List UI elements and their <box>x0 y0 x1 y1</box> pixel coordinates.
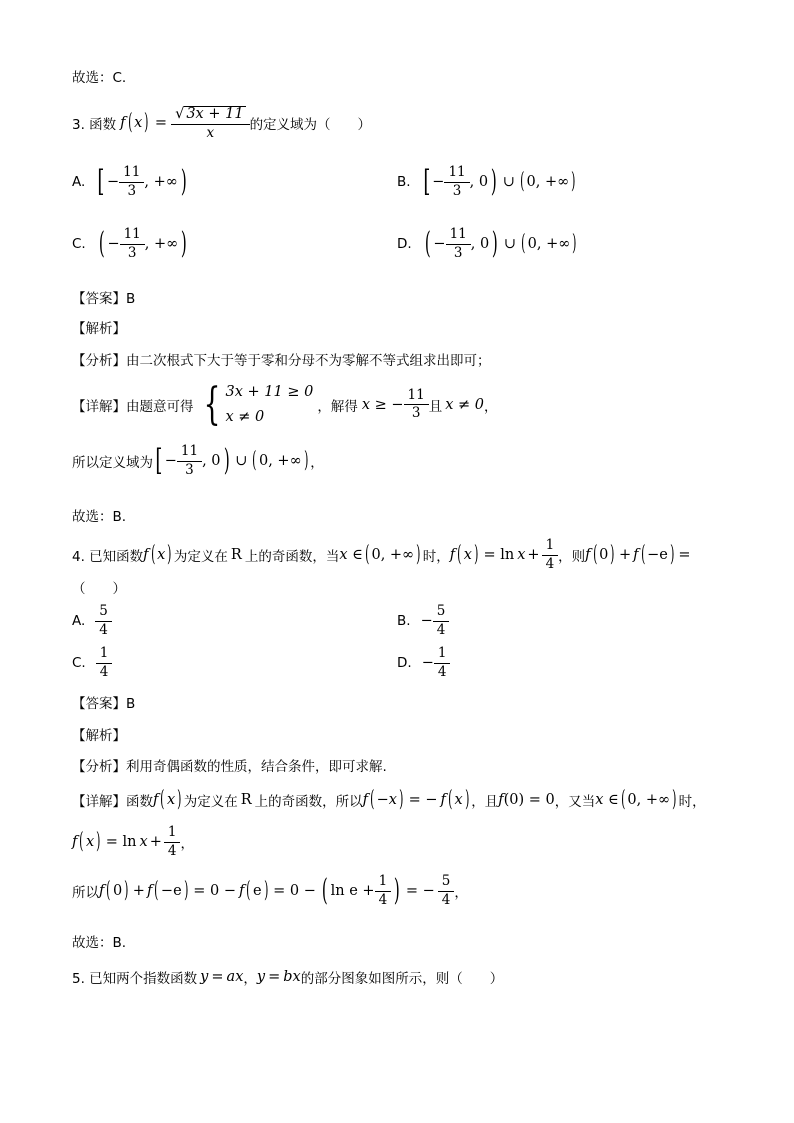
question-3-stem: 3. 函数 f ( x ) = √ 3x + 11 x 的定义域为（ ） <box>72 106 372 141</box>
answer-choice-line <box>72 66 126 86</box>
q4-option-d: D. − $\frac{1}{4}$ <box>397 647 450 679</box>
option-d: D. ( − $\frac{11}{3}$ , 0 ) ∪ ( 0, +∞ ) <box>397 226 577 261</box>
option-c-denominator: 3 <box>120 244 145 261</box>
union-symbol: ∪ <box>235 453 248 469</box>
union-symbol: ∪ <box>503 236 517 252</box>
q4-option-c-denominator: 4 <box>96 663 113 680</box>
answer-choice-line: 故选：B. <box>72 935 127 951</box>
analysis-summary: 【分析】由二次根式下大于等于零和分母不为零解不等式组求出即可； <box>72 353 491 369</box>
var-x: x <box>134 115 143 131</box>
question-4-number: 4. 已知函数 <box>72 549 144 565</box>
q4-detail-line: 【详解】函数 f ( x ) 为定义在 R 上的奇函数，所以 f ( − x ) = − f ( x ) ，且 f (0) = 0 ，又当 x ∈ ( 0, +∞ ) 时， <box>72 787 706 812</box>
option-d-tail: 0, +∞ <box>527 236 571 252</box>
answer-choice-line: 故选：B. <box>72 509 127 525</box>
option-d-numerator: 11 <box>449 226 467 242</box>
q4-option-b: B. − $\frac{5}{4}$ <box>397 605 449 637</box>
system-row-1: 3x + 11 ≥ 0 <box>225 384 314 400</box>
function-f: f <box>120 115 126 131</box>
q4-text: 时， <box>678 794 706 810</box>
option-b-rest: , 0 <box>469 174 489 190</box>
q4-option-c-label: C. <box>72 655 86 671</box>
domain-line: 所以定义域为 [ − $\frac{11}{3}$ , 0 ) ∪ ( 0, +∞ ) ， <box>72 443 324 478</box>
not-equal: x ≠ 0 <box>445 396 484 413</box>
option-a-label: A. <box>72 174 86 190</box>
system-row-2: x ≠ 0 <box>225 408 265 425</box>
domain-numerator: 11 <box>180 443 199 459</box>
option-c-label: C. <box>72 236 86 252</box>
q4-text: ，则 <box>558 549 586 565</box>
q4-option-d-denominator: 4 <box>434 663 451 680</box>
q4-option-d-label: D. <box>397 655 412 671</box>
answer-tag: 【答案】B <box>72 291 136 307</box>
q4-option-a-label: A. <box>72 613 86 629</box>
q4-option-a-numerator: 5 <box>99 603 108 619</box>
ineq-denominator: 3 <box>404 404 429 421</box>
q4-text: 上的奇函数，当 <box>244 549 340 565</box>
detail-tag: 【详解】函数 <box>72 794 153 810</box>
solve-text: ，解得 <box>317 398 358 415</box>
comma: ， <box>310 455 324 471</box>
q4-option-c-numerator: 1 <box>99 645 109 661</box>
detail-line <box>72 380 498 429</box>
real-set: R <box>240 792 252 808</box>
q4-option-a-denominator: 4 <box>95 621 112 638</box>
question-3-number: 3. 函数 <box>72 117 117 133</box>
so-text: 所以 <box>72 885 99 901</box>
option-a-denominator: 3 <box>119 182 144 199</box>
sqrt-fraction: √ 3x + 11 x <box>173 106 247 140</box>
option-c-numerator: 11 <box>123 226 141 242</box>
q4-option-d-numerator: 1 <box>437 645 447 661</box>
domain-tail: 0, +∞ <box>258 453 302 469</box>
domain-text: 所以定义域为 <box>72 455 153 471</box>
question-5-number: 5. 已知两个指数函数 <box>72 971 198 987</box>
question-4-stem: 4. 已知函数 f ( x ) 为定义在 R 上的奇函数，当 x ∈ ( 0, +∞ ) 时， f ( x ) = ln x + $\frac{1}{4}$ ，则 f ( 0 ) + f ( −e ) = <box>72 537 691 572</box>
q4-option-b-denominator: 4 <box>433 621 450 638</box>
question-3-tail: 的定义域为（ ） <box>249 117 372 133</box>
q4-text: 上的奇函数，所以 <box>254 794 363 810</box>
domain-denominator: 3 <box>177 461 202 478</box>
option-a-numerator: 11 <box>123 164 141 180</box>
option-b: B. [ − $\frac{11}{3}$ , 0 ) ∪ ( 0, +∞ ) <box>397 164 576 199</box>
q4-text: ，且 <box>471 794 499 810</box>
domain-rest: , 0 <box>202 453 221 469</box>
question-5-tail: 的部分图象如图所示，则（ ） <box>300 971 504 987</box>
option-d-denominator: 3 <box>446 244 471 261</box>
union-symbol: ∪ <box>502 174 515 190</box>
q4-text: 为定义在 <box>183 794 238 810</box>
analysis-tag: 【解析】 <box>72 321 126 337</box>
option-a-rest: , +∞ <box>144 174 178 190</box>
q4-function-line: f ( x ) = ln x + $\frac{1}{4}$ ， <box>72 824 194 859</box>
q4-option-b-numerator: 5 <box>436 603 446 619</box>
equals-sign: = <box>678 547 691 563</box>
comma: ， <box>180 836 194 852</box>
question-4-paren: （ ） <box>72 581 126 597</box>
sqrt-body: 3x + 11 <box>186 106 244 122</box>
answer-choice-text: 故选：C. <box>72 70 127 86</box>
option-c: C. ( − $\frac{11}{3}$ , +∞ ) <box>72 226 188 261</box>
analysis-tag: 【解析】 <box>72 728 126 744</box>
q4-option-b-label: B. <box>397 613 411 629</box>
q4-text: 时， <box>422 549 450 565</box>
option-d-label: D. <box>397 236 412 252</box>
q4-option-c <box>72 647 112 679</box>
analysis-summary: 【分析】利用奇偶函数的性质，结合条件，即可求解. <box>72 759 387 775</box>
real-set: R <box>230 547 242 563</box>
answer-tag: 【答案】B <box>72 696 136 712</box>
comma: ， <box>454 885 468 901</box>
q4-text: ，又当 <box>554 794 596 810</box>
and-text: 且 <box>428 398 443 415</box>
detail-tag: 【详解】由题意可得 <box>72 398 194 415</box>
q4-text: 为定义在 <box>173 549 228 565</box>
option-a: A. [ − $\frac{11}{3}$ , +∞ ) <box>72 164 187 199</box>
inequality: x ≥ − <box>361 396 404 413</box>
q4-result-line: 所以 f ( 0 ) + f ( −e ) = 0 − f ( e ) = 0 − ( ln e + $\frac{1}{4}$ ) = − $\frac{5}{4}$ ， <box>72 873 468 908</box>
ineq-numerator: 11 <box>407 386 425 403</box>
comma: ， <box>243 971 257 987</box>
q4-option-a <box>72 605 112 637</box>
option-b-tail: 0, +∞ <box>526 174 570 190</box>
option-b-label: B. <box>397 174 411 190</box>
option-b-denominator: 3 <box>444 182 469 199</box>
question-5-stem: 5. 已知两个指数函数 y = a x ， y = b x 的部分图象如图所示，则（ ） <box>72 969 504 987</box>
option-c-rest: , +∞ <box>144 236 179 252</box>
option-b-numerator: 11 <box>448 164 466 180</box>
option-d-rest: , 0 <box>470 236 490 252</box>
comma: ， <box>484 398 498 415</box>
inequality-system: { 3x + 11 ≥ 0 x ≠ 0 <box>203 378 314 430</box>
fraction-denominator: x <box>171 124 249 141</box>
equals-sign: = <box>154 115 168 131</box>
